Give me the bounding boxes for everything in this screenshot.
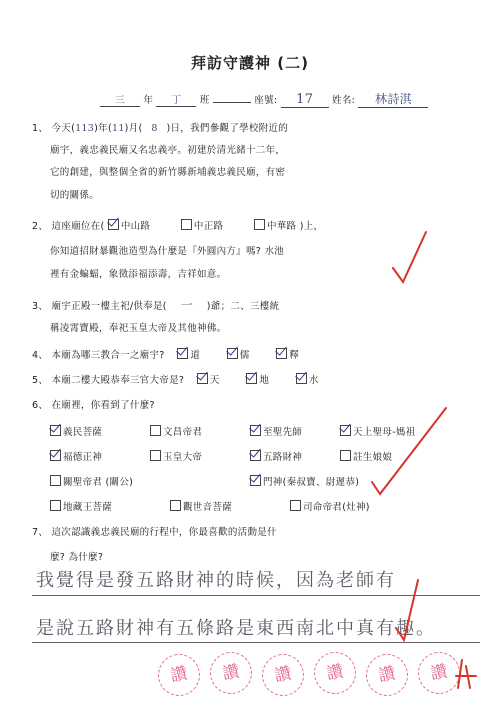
- option-label: 天: [209, 375, 220, 386]
- q1-month: 11: [111, 123, 125, 134]
- grade-value: 三: [100, 92, 140, 107]
- q3-answer: 一: [180, 298, 193, 312]
- seat-value: 17: [281, 92, 329, 108]
- name-value: 林詩淇: [358, 90, 428, 108]
- praise-stamp: 讚: [154, 650, 204, 700]
- q3-text: 廟宇正殿一樓主祀/供奉是(: [51, 301, 167, 312]
- q1-line4: 切的關係。: [50, 190, 100, 201]
- praise-stamp: 讚: [362, 650, 412, 700]
- option-label: 五路財神: [263, 452, 303, 463]
- option-label: 關聖帝君 (關公): [63, 477, 134, 488]
- q3-line2: 稱凌霄寶殿，奉祀玉皇大帝及其他神佛。: [50, 323, 227, 334]
- option-label: 中華路: [266, 221, 297, 232]
- q2-text: 這座廟位在(: [51, 221, 105, 232]
- check-mark-icon: [372, 408, 446, 494]
- grade-mark-icon: [456, 660, 476, 688]
- q7-text: 這次認識義忠義民廟的行程中，你最喜歡的活動是什: [51, 527, 277, 538]
- class-label: 班: [199, 95, 210, 106]
- check-mark-icon: [396, 580, 418, 640]
- q5-text: 本廟二樓大殿恭奉三官大帝是?: [51, 375, 185, 386]
- q1-text: )日，我們參觀了學校附近的: [166, 123, 289, 134]
- class-value: 丁: [156, 92, 196, 107]
- praise-stamp: 讚: [310, 648, 360, 698]
- option-label: 地: [259, 375, 270, 386]
- q4-text: 本廟為哪三教合一之廟宇?: [51, 350, 165, 361]
- option-label: 文昌帝君: [163, 427, 203, 438]
- q7-line2: 麼? 為什麼?: [50, 552, 104, 563]
- option-label: 天上聖母-媽祖: [353, 427, 416, 438]
- praise-stamp: 讚: [414, 648, 464, 698]
- q1-day: 8: [151, 123, 158, 134]
- q7-answer-line2: 是說五路財神有五條路是東西南北中真有趣。: [36, 618, 436, 639]
- q1-text: )月(: [124, 123, 143, 134]
- seat-label: 座號:: [254, 95, 278, 106]
- option-label: 註生娘娘: [353, 452, 393, 463]
- option-label: 至聖先師: [263, 427, 303, 438]
- grade-label: 年: [143, 95, 154, 106]
- option-label: 玉皇大帝: [163, 452, 203, 463]
- q1-line2: 廟宇，義忠義民廟又名忠義亭。初建於清光緒十二年，: [50, 145, 286, 156]
- option-label: 儒: [239, 350, 250, 361]
- check-mark-icon: [393, 232, 426, 282]
- page-title: 拜訪守護神 (二): [191, 54, 309, 72]
- option-label: 中正路: [193, 221, 224, 232]
- q1-text: 今天(: [51, 123, 76, 134]
- option-label: 地藏王菩薩: [63, 502, 113, 513]
- q5-number: 5、: [32, 375, 49, 386]
- q1-year: 113: [75, 123, 95, 134]
- option-label: 中山路: [120, 221, 151, 232]
- option-label: 福德正神: [63, 452, 103, 463]
- q6-text: 在廟裡，你看到了什麼?: [51, 400, 155, 411]
- option-label: 水: [308, 375, 319, 386]
- q3-text: )爺；二、三樓統: [206, 301, 280, 312]
- q1-number: 1、: [32, 123, 49, 134]
- name-label: 姓名:: [332, 95, 356, 106]
- q7-answer-line1: 我覺得是發五路財神的時候，因為老師有: [36, 570, 396, 591]
- option-label: 觀世音菩薩: [183, 502, 233, 513]
- q6-number: 6、: [32, 400, 49, 411]
- q3-number: 3、: [32, 301, 49, 312]
- q7-number: 7、: [32, 527, 49, 538]
- q1-line3: 它的創建，與整個全省的新竹縣新埔義忠義民廟，有密: [50, 167, 286, 178]
- q2-line3: 裡有金蝙蝠，象徵添福添壽，吉祥如意。: [50, 269, 227, 280]
- q2-line2: 你知道招財暴觀池造型為什麼是『外圓內方』嗎? 水池: [50, 246, 285, 257]
- praise-stamp: 讚: [258, 650, 308, 700]
- option-label: 道: [190, 350, 201, 361]
- option-label: 義民菩薩: [63, 427, 103, 438]
- q2-text: )上，: [299, 221, 324, 232]
- q4-number: 4、: [32, 350, 49, 361]
- q1-text: )年(: [94, 123, 112, 134]
- praise-stamp: 讚: [206, 648, 256, 698]
- option-label: 門神(秦叔寶、尉遲恭): [263, 477, 360, 488]
- option-label: 司命帝君(灶神): [303, 502, 370, 513]
- option-label: 釋: [289, 350, 300, 361]
- q2-number: 2、: [32, 221, 49, 232]
